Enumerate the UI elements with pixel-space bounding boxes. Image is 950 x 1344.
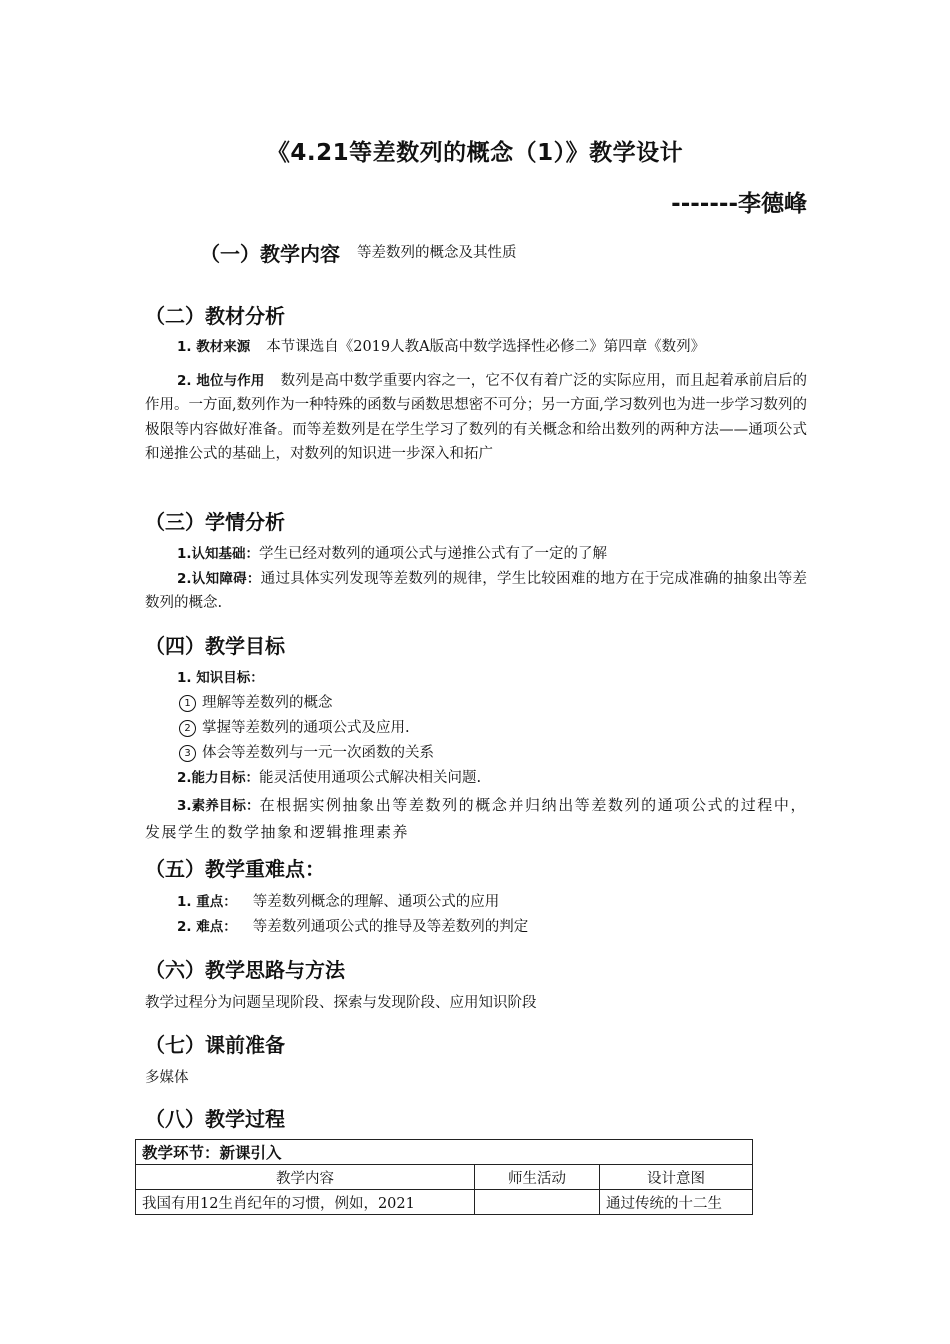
key-point-text: 等差数列概念的理解、通项公式的应用 [252,894,500,910]
section-3-heading: （三）学情分析 [145,510,285,534]
section-6-heading: （六）教学思路与方法 [145,958,345,982]
circled-number-3: 3 [179,745,196,762]
section-3-item-2-label: 2.认知障碍： [177,571,261,587]
document-title: 《4.21等差数列的概念（1）》教学设计 [266,140,684,166]
table-section-cell: 教学环节：新课引入 [136,1140,753,1165]
ability-goal-label: 2.能力目标： [177,770,260,786]
knowledge-goal-label-text: 1. 知识目标： [177,670,264,686]
section-2-heading: （二）教材分析 [145,304,285,328]
knowledge-goal-label [177,666,264,690]
section-2-item-1-text: 本节课选自《2019人教A版高中数学选择性必修二》第四章《数列》 [266,339,706,355]
section-6-text: 教学过程分为问题呈现阶段、探索与发现阶段、应用知识阶段 [145,995,537,1011]
section-3-item-2 [145,567,807,616]
difficult-point-text: 等差数列通项公式的推导及等差数列的判定 [252,919,529,935]
knowledge-goal-item-text: 体会等差数列与一元一次函数的关系 [202,745,434,761]
teaching-process-table [135,1139,753,1215]
ability-goal [177,766,481,790]
knowledge-goal-item [179,741,434,765]
difficult-point [177,915,528,939]
section-5-heading: （五）教学重难点： [145,857,325,881]
section-3-item-1 [177,542,607,566]
table-row [136,1165,753,1190]
table-cell: 通过传统的十二生 [600,1190,753,1215]
section-2-item-2-label: 2. 地位与作用 [177,373,265,389]
section-3-item-1-label: 1.认知基础： [177,546,260,562]
section-2-item-2 [145,369,807,466]
table-cell: 我国有用12生肖纪年的习惯，例如，2021 [136,1190,475,1215]
literacy-goal-text: 在根据实例抽象出等差数列的概念并归纳出等差数列的通项公式的过程中，发展学生的数学抽象和逻辑推理素养 [145,796,807,841]
table-header-cell: 师生活动 [475,1165,600,1190]
table-header-cell: 设计意图 [600,1165,753,1190]
ability-goal-text: 能灵活使用通项公式解决相关问题. [259,770,482,786]
section-1-heading: （一）教学内容 [200,242,340,266]
section-7-text: 多媒体 [145,1070,189,1086]
section-4-heading: （四）教学目标 [145,634,285,658]
table-cell [475,1190,600,1215]
key-point-label: 1. 重点： [177,894,237,910]
section-8-heading: （八）教学过程 [145,1107,285,1131]
key-point [177,890,499,914]
knowledge-goal-item-text: 理解等差数列的概念 [202,695,333,711]
section-3-item-1-text: 学生已经对数列的通项公式与递推公式有了一定的了解 [259,546,608,562]
section-2-item-1 [177,335,705,359]
table-header-cell: 教学内容 [136,1165,475,1190]
knowledge-goal-item-text: 掌握等差数列的通项公式及应用. [202,720,410,736]
section-3-item-2-text: 通过具体实列发现等差数列的规律，学生比较困难的地方在于完成准确的抽象出等差数列的概念. [145,571,807,612]
circled-number-2: 2 [179,720,196,737]
section-7-heading: （七）课前准备 [145,1033,285,1057]
document-author: -------李德峰 [671,191,807,217]
section-1-text: 等差数列的概念及其性质 [357,245,517,261]
table-row [136,1140,753,1165]
table-row [136,1190,753,1215]
section-2-item-2-text: 数列是高中数学重要内容之一，它不仅有着广泛的实际应用，而且起着承前启后的作用。一方面,数列作为一种特殊的函数与函数思想密不可分；另一方面,学习数列也为进一步学习数列的极限等内容做好准备。而等差数列是在学生学习了数列的有关概念和给出数列的两种方法——通项公式和递推公式的基础上，对数列的知识进一步深入和拓广 [145,373,807,462]
knowledge-goal-item [179,691,333,715]
section-2-item-1-label: 1. 教材来源 [177,339,251,355]
knowledge-goal-item [179,716,410,740]
circled-number-1: 1 [179,695,196,712]
literacy-goal-label: 3.素养目标： [177,798,260,814]
difficult-point-label: 2. 难点： [177,919,237,935]
literacy-goal [145,792,807,845]
